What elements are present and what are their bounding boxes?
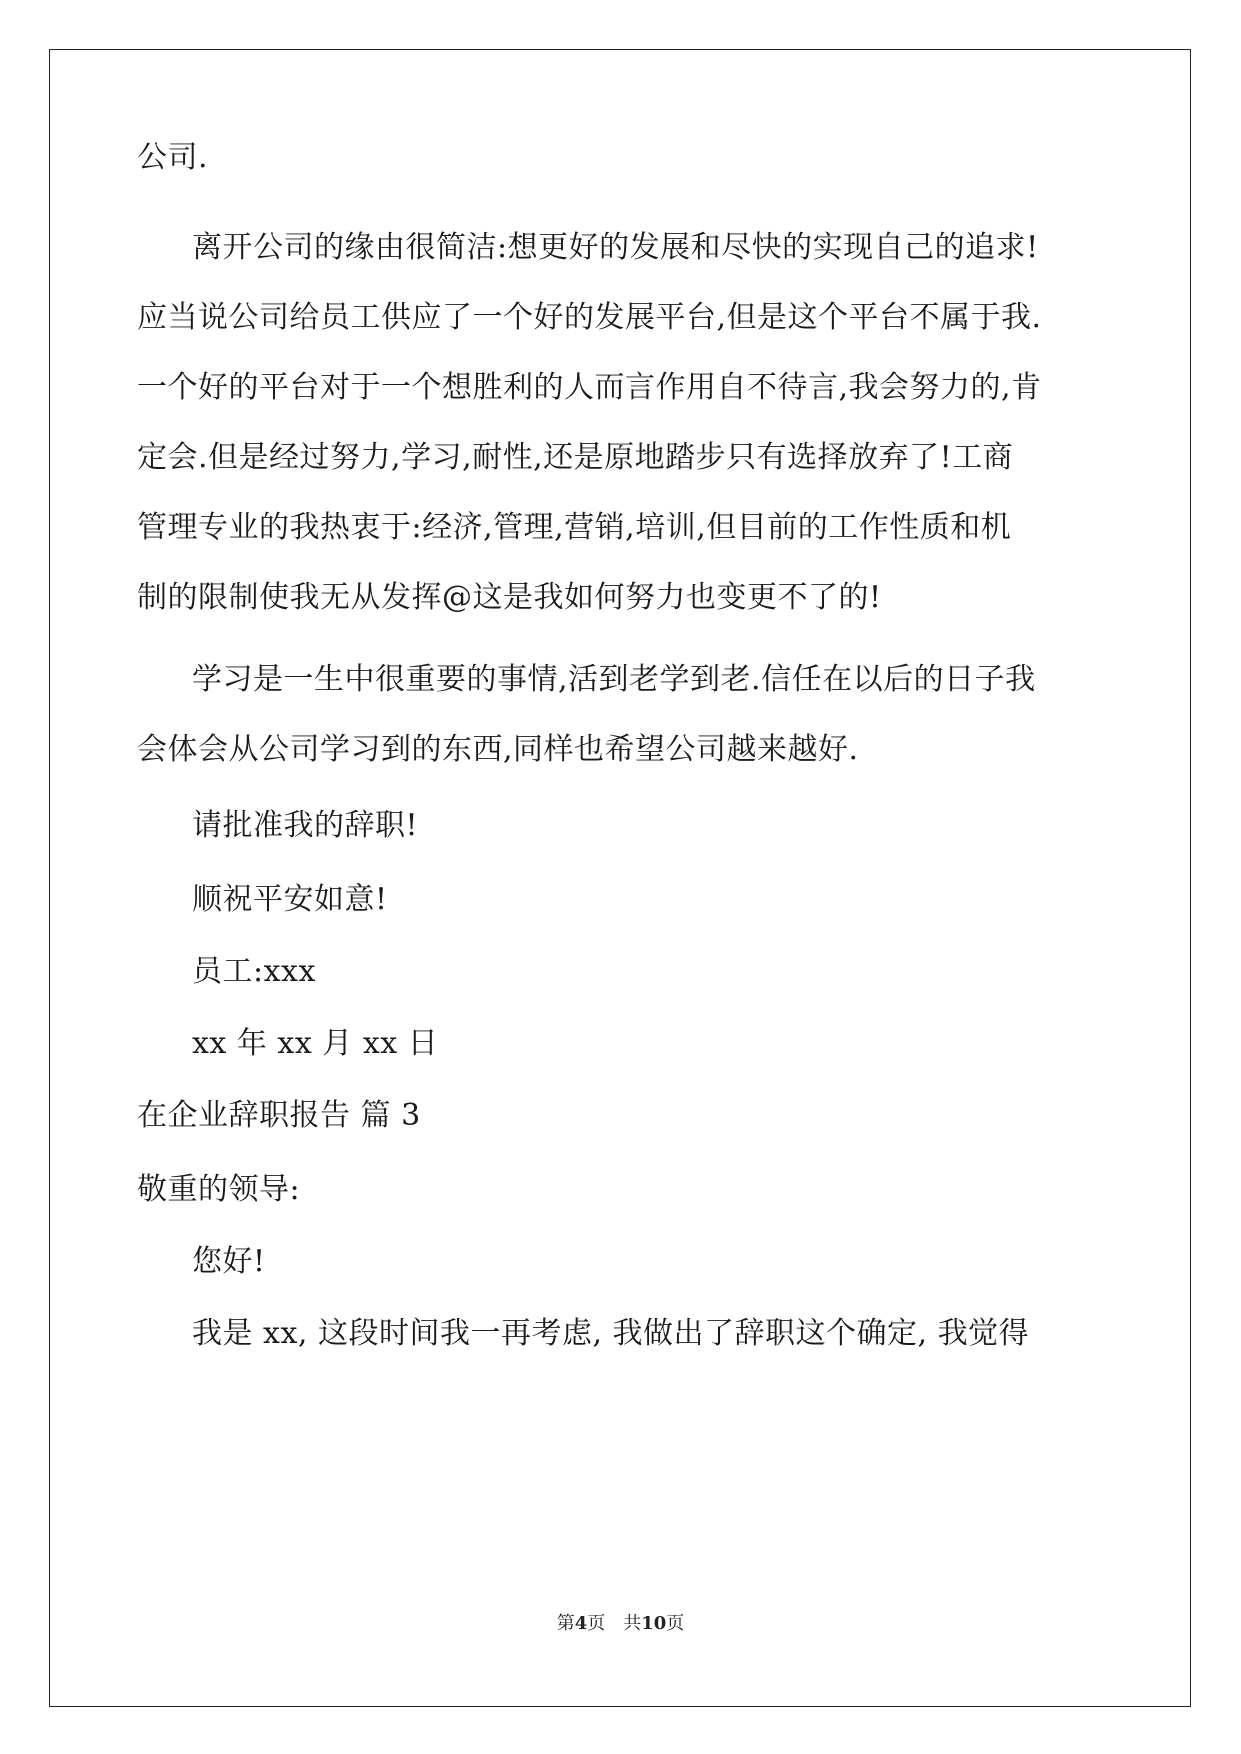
text-line-3: 应当说公司给员工供应了一个好的发展平台,但是这个平台不属于我.: [137, 300, 1042, 335]
current-page-number: 4: [574, 1613, 588, 1634]
salutation: 敬重的领导:: [137, 1172, 301, 1207]
text-line-5: 定会.但是经过努力,学习,耐性,还是原地踏步只有选择放弃了!工商: [137, 440, 1014, 475]
text-line-9: 会体会从公司学习到的东西,同样也希望公司越来越好.: [137, 732, 859, 767]
greeting: 您好!: [192, 1244, 266, 1279]
closing-wish: 顺祝平安如意!: [192, 882, 388, 917]
footer-mid: 页 共: [587, 1613, 642, 1634]
footer-prefix: 第: [556, 1613, 575, 1634]
text-line-4: 一个好的平台对于一个想胜利的人而言作用自不待言,我会努力的,肯: [137, 370, 1042, 405]
page-footer: [0, 1612, 1241, 1636]
footer-suffix: 页: [666, 1613, 685, 1634]
text-line-6: 管理专业的我热衷于:经济,管理,营销,培训,但目前的工作性质和机: [137, 510, 1012, 545]
signature-date: xx 年 xx 月 xx 日: [192, 1026, 439, 1061]
text-line-7: 制的限制使我无从发挥@这是我如何努力也变更不了的!: [137, 580, 882, 615]
paragraph-start-learning: 学习是一生中很重要的事情,活到老学到老.信任在以后的日子我: [192, 662, 1036, 697]
approval-request: 请批准我的辞职!: [192, 808, 419, 843]
text-line-17: 我是 xx, 这段时间我一再考虑, 我做出了辞职这个确定, 我觉得: [192, 1316, 1030, 1351]
total-page-number: 10: [641, 1613, 667, 1634]
paragraph-start-reason: 离开公司的缘由很简洁:想更好的发展和尽快的实现自己的追求!: [192, 230, 1039, 265]
section-heading: 在企业辞职报告 篇 3: [137, 1098, 421, 1133]
signature-employee: 员工:xxx: [192, 954, 316, 989]
text-line-1: 公司.: [137, 140, 209, 175]
